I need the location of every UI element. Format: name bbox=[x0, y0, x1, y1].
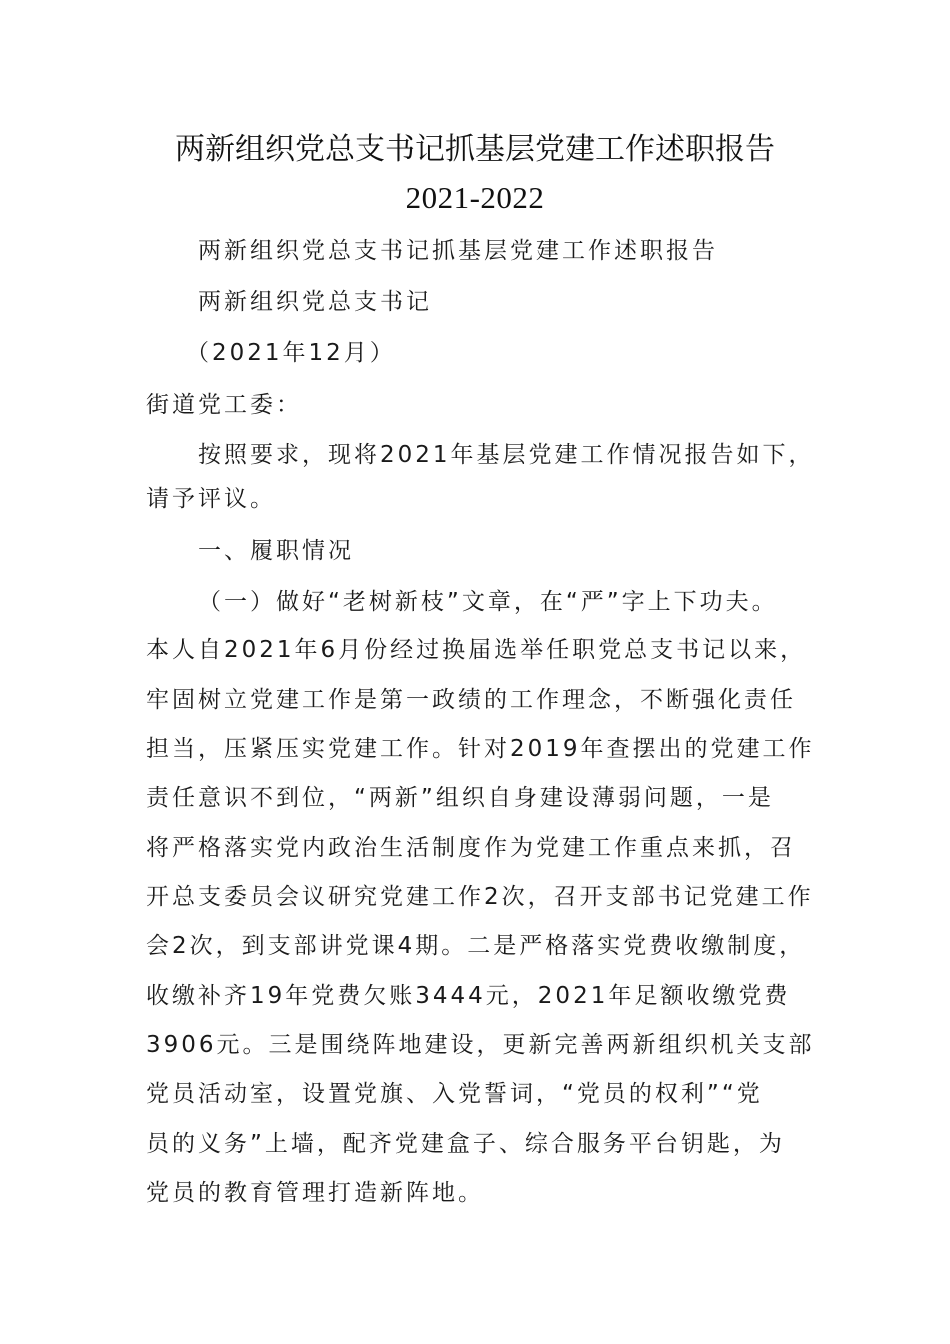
section-heading: 一、履职情况 bbox=[198, 538, 354, 564]
body-line: 本人自2021年6月份经过换届选举任职党总支书记以来， bbox=[146, 637, 807, 663]
report-subtitle: 两新组织党总支书记抓基层党建工作述职报告 bbox=[198, 238, 718, 264]
report-title: 两新组织党总支书记抓基层党建工作述职报告 bbox=[175, 132, 775, 167]
body-line: 员的义务”上墙，配齐党建盒子、综合服务平台钥匙，为 bbox=[146, 1131, 785, 1157]
salutation: 街道党工委： bbox=[146, 392, 302, 418]
body-line: 党员活动室，设置党旗、入党誓词，“党员的权利”“党 bbox=[146, 1081, 763, 1107]
report-date: （2021年12月） bbox=[186, 340, 396, 366]
intro-line: 按照要求，现将2021年基层党建工作情况报告如下， bbox=[198, 442, 815, 468]
report-author: 两新组织党总支书记 bbox=[198, 289, 432, 315]
body-line: 会2次，到支部讲党课4期。二是严格落实党费收缴制度， bbox=[146, 933, 806, 959]
body-line: 开总支委员会议研究党建工作2次，召开支部书记党建工作 bbox=[146, 884, 814, 910]
body-line: 将严格落实党内政治生活制度作为党建工作重点来抓，召 bbox=[146, 835, 796, 861]
body-line: 党员的教育管理打造新阵地。 bbox=[146, 1180, 484, 1206]
body-line: （一）做好“老树新枝”文章，在“严”字上下功夫。 bbox=[198, 589, 778, 615]
body-line: 责任意识不到位，“两新”组织自身建设薄弱问题，一是 bbox=[146, 785, 774, 811]
body-line: 担当，压紧压实党建工作。针对2019年查摆出的党建工作 bbox=[146, 736, 815, 762]
body-line: 牢固树立党建工作是第一政绩的工作理念，不断强化责任 bbox=[146, 687, 796, 713]
report-year-range: 2021-2022 bbox=[405, 180, 545, 215]
body-line: 收缴补齐19年党费欠账3444元，2021年足额收缴党费 bbox=[146, 983, 791, 1009]
body-line: 3906元。三是围绕阵地建设，更新完善两新组织机关支部 bbox=[146, 1032, 815, 1058]
intro-line: 请予评议。 bbox=[146, 486, 276, 512]
